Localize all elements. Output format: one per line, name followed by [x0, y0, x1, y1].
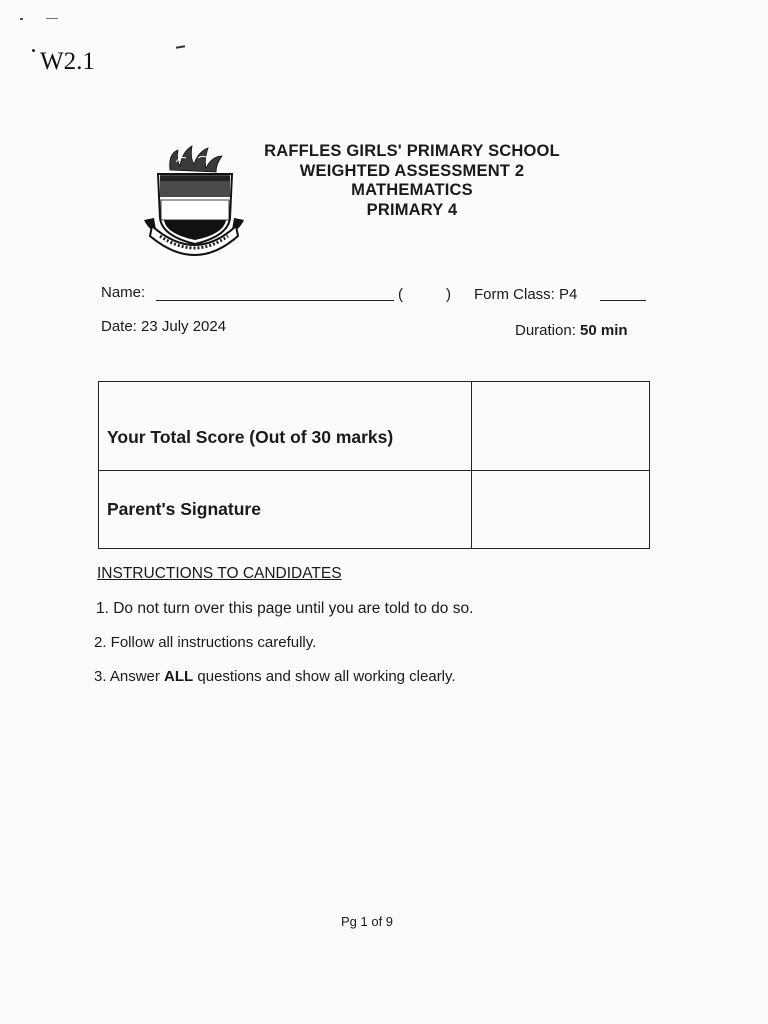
scan-speck — [20, 18, 23, 20]
school-crest-logo — [140, 140, 248, 258]
level-title: PRIMARY 4 — [366, 200, 458, 219]
duration-value: 50 min — [580, 322, 628, 339]
form-class-label: Form Class: P4 — [474, 286, 578, 303]
exam-heading — [240, 142, 584, 220]
assessment-title: WEIGHTED ASSESSMENT 2 — [299, 161, 525, 180]
school-name: RAFFLES GIRLS' PRIMARY SCHOOL — [264, 142, 560, 160]
instruction-item-1: 1. Do not turn over this page until you are told to do so. — [96, 600, 474, 617]
subject-title: MATHEMATICS — [351, 181, 473, 199]
instructions-title: INSTRUCTIONS TO CANDIDATES — [97, 565, 342, 582]
page-number: Pg 1 of 9 — [341, 914, 394, 929]
page-code: W2.1 — [40, 48, 95, 75]
exam-date: Date: 23 July 2024 — [101, 318, 227, 335]
instruction-item-3: 3. Answer ALL questions and show all working clearly. — [94, 668, 456, 685]
duration — [515, 322, 628, 339]
scan-speck — [32, 49, 35, 52]
name-label: Name: — [101, 284, 146, 301]
parent-signature-label: Parent's Signature — [107, 499, 261, 519]
name-entry-line[interactable] — [156, 300, 394, 301]
pen-mark — [176, 45, 185, 49]
form-class-entry-line[interactable] — [600, 300, 646, 301]
parent-signature-cell[interactable] — [472, 471, 649, 548]
instruction-item-2: 2. Follow all instructions carefully. — [94, 634, 317, 651]
scan-speck — [46, 18, 58, 19]
total-score-cell[interactable] — [472, 382, 649, 470]
score-table — [98, 381, 650, 549]
total-score-label: Your Total Score (Out of 30 marks) — [107, 427, 394, 447]
register-number-close: ) — [446, 286, 451, 303]
duration-label: Duration: — [515, 322, 576, 339]
register-number-open: ( — [398, 286, 403, 303]
